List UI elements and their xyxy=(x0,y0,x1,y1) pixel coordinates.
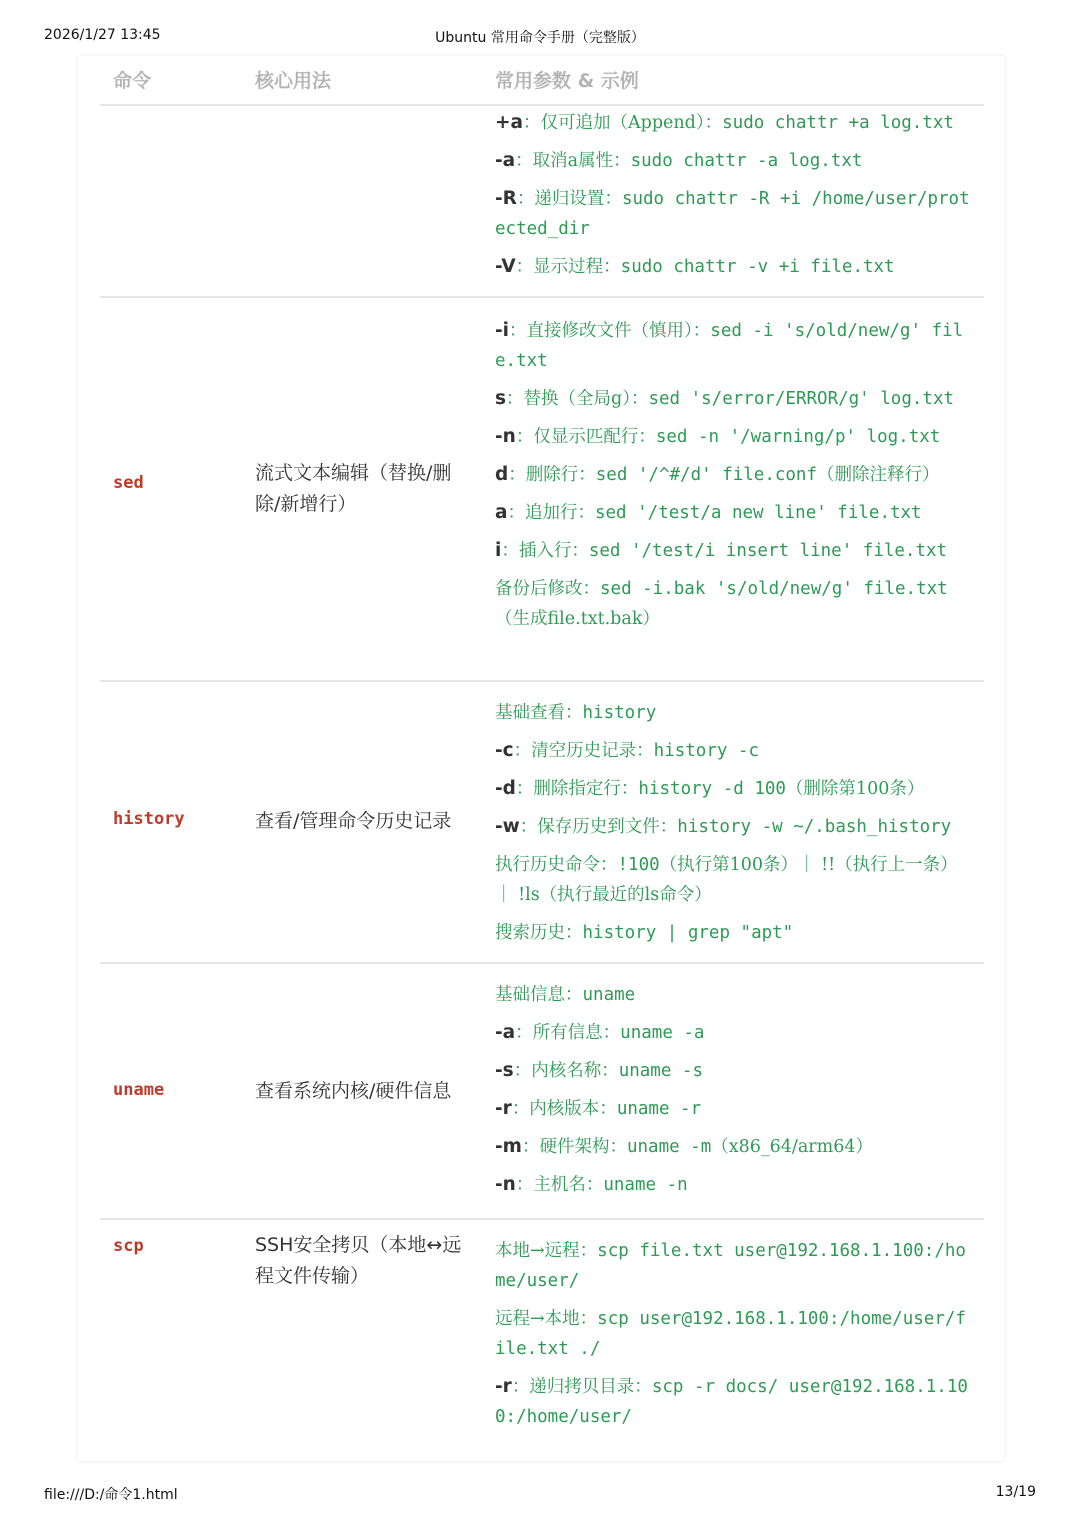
header-usage: 核心用法 xyxy=(255,70,332,92)
command-name: scp xyxy=(113,1236,144,1256)
param-flag: -a xyxy=(495,150,516,171)
code-sample: sed -n '/warning/p' log.txt xyxy=(655,427,941,447)
examples-cell xyxy=(495,316,975,634)
table-row xyxy=(100,1220,984,1450)
code-sample: sed 's/error/ERROR/g' log.txt xyxy=(648,389,955,409)
param-desc: 远程→本地： xyxy=(495,1309,598,1329)
table-row xyxy=(100,682,984,964)
code-sample: uname -a xyxy=(620,1023,705,1043)
param-note: （删除第100条） xyxy=(785,779,925,799)
usage-text: 流式文本编辑（替换/删除/新增行） xyxy=(255,462,452,515)
param-flag: -w xyxy=(495,816,520,837)
param-flag: i xyxy=(495,540,502,561)
example-line xyxy=(495,1304,975,1364)
example-line xyxy=(495,1056,975,1086)
param-flag: -V xyxy=(495,256,516,277)
code-sample: uname xyxy=(582,985,636,1005)
param-desc: ：显示过程： xyxy=(515,257,621,277)
param-desc: 执行历史命令： xyxy=(495,855,618,875)
examples-cell xyxy=(495,1236,975,1432)
param-desc: ：硬件架构： xyxy=(521,1137,627,1157)
param-desc: ：内核名称： xyxy=(513,1061,619,1081)
param-flag: -R xyxy=(495,188,517,209)
param-desc: ：主机名： xyxy=(515,1175,604,1195)
param-note: （x86_64/arm64） xyxy=(711,1137,873,1157)
code-sample: sed '/test/i insert line' file.txt xyxy=(588,541,948,561)
param-note: （执行第100条）｜ !!（执行上一条）｜ !ls（执行最近的ls命令） xyxy=(495,855,958,905)
example-line xyxy=(495,1132,975,1162)
example-line xyxy=(495,460,975,490)
param-flag: a xyxy=(495,502,508,523)
param-flag: -c xyxy=(495,740,514,761)
usage-text: 查看/管理命令历史记录 xyxy=(255,810,452,832)
param-desc: 本地→远程： xyxy=(495,1241,598,1261)
param-flag: -r xyxy=(495,1376,512,1397)
example-line xyxy=(495,1170,975,1200)
code-sample: sudo chattr -a log.txt xyxy=(630,151,863,171)
code-sample: history -w ~/.bash_history xyxy=(677,817,952,837)
param-desc: ：插入行： xyxy=(501,541,589,561)
example-line xyxy=(495,980,975,1010)
code-sample: history | grep "apt" xyxy=(582,923,794,943)
header-examples: 常用参数 & 示例 xyxy=(495,70,639,92)
example-line xyxy=(495,698,975,728)
code-sample: sed '/^#/d' file.conf xyxy=(595,465,818,485)
param-flag: -n xyxy=(495,426,516,447)
param-flag: -i xyxy=(495,320,510,341)
code-sample: uname -n xyxy=(603,1175,688,1195)
param-flag: -s xyxy=(495,1060,514,1081)
code-sample: history xyxy=(582,703,657,723)
examples-cell xyxy=(495,980,975,1200)
param-desc: 备份后修改： xyxy=(495,579,600,599)
table-row xyxy=(100,106,984,298)
code-sample: !100 xyxy=(617,855,660,875)
code-sample: sed '/test/a new line' file.txt xyxy=(594,503,922,523)
usage-text: 查看系统内核/硬件信息 xyxy=(255,1080,452,1102)
param-desc: ：直接修改文件（慎用）： xyxy=(509,321,711,341)
code-sample: scp user@192.168.1.100:/home/user/file.txt ./ xyxy=(495,1309,966,1359)
code-sample: history -c xyxy=(653,741,760,761)
param-flag: -d xyxy=(495,778,516,799)
command-name: history xyxy=(113,809,185,829)
param-desc: ：删除指定行： xyxy=(515,779,639,799)
table-header xyxy=(100,56,984,106)
code-sample: sudo chattr -v +i file.txt xyxy=(620,257,895,277)
example-line xyxy=(495,1018,975,1048)
param-desc: 基础查看： xyxy=(495,703,583,723)
param-flag: -n xyxy=(495,1174,516,1195)
param-note: （生成file.txt.bak） xyxy=(495,609,660,629)
examples-cell xyxy=(495,108,975,282)
example-line xyxy=(495,574,975,634)
param-desc: ：追加行： xyxy=(507,503,595,523)
example-line xyxy=(495,108,975,138)
example-line xyxy=(495,498,975,528)
param-desc: ：所有信息： xyxy=(515,1023,621,1043)
param-desc: ：仅可追加（Append）： xyxy=(523,113,723,133)
command-name: sed xyxy=(113,473,144,493)
examples-cell xyxy=(495,698,975,948)
header-command: 命令 xyxy=(113,70,152,92)
param-desc: ：内核版本： xyxy=(511,1099,617,1119)
param-flag: -r xyxy=(495,1098,512,1119)
example-line xyxy=(495,1372,975,1432)
example-line xyxy=(495,252,975,282)
example-line xyxy=(495,850,975,910)
param-note: （删除注释行） xyxy=(817,465,940,485)
command-table xyxy=(100,56,984,1450)
example-line xyxy=(495,316,975,376)
example-line xyxy=(495,918,975,948)
page-number: 13/19 xyxy=(995,1484,1036,1500)
param-desc: ：清空历史记录： xyxy=(513,741,654,761)
document-sheet xyxy=(78,56,1004,1461)
code-sample: sed -i.bak 's/old/new/g' file.txt xyxy=(600,579,948,599)
param-desc: ：保存历史到文件： xyxy=(519,817,678,837)
usage-text: SSH安全拷贝（本地↔远程文件传输） xyxy=(255,1234,462,1287)
param-desc: 搜索历史： xyxy=(495,923,583,943)
example-line xyxy=(495,536,975,566)
print-file-url: file:///D:/命令1.html xyxy=(44,1487,178,1503)
code-sample: sudo chattr +a log.txt xyxy=(722,113,954,133)
param-flag: -m xyxy=(495,1136,522,1157)
code-sample: history -d 100 xyxy=(638,779,786,799)
example-line xyxy=(495,1236,975,1296)
command-name: uname xyxy=(113,1080,165,1100)
param-desc: ：删除行： xyxy=(508,465,596,485)
table-row xyxy=(100,964,984,1220)
param-flag: -a xyxy=(495,1022,516,1043)
code-sample: uname -m xyxy=(626,1137,712,1157)
code-sample: uname -r xyxy=(616,1099,702,1119)
param-flag: +a xyxy=(495,112,523,133)
param-flag: s xyxy=(495,388,507,409)
table-row xyxy=(100,298,984,682)
code-sample: scp file.txt user@192.168.1.100:/home/user/ xyxy=(495,1241,966,1291)
example-line xyxy=(495,736,975,766)
param-desc: ：递归拷贝目录： xyxy=(511,1377,652,1397)
example-line xyxy=(495,184,975,244)
example-line xyxy=(495,1094,975,1124)
example-line xyxy=(495,422,975,452)
example-line xyxy=(495,812,975,842)
param-desc: ：取消a属性： xyxy=(515,151,631,171)
code-sample: scp -r docs/ user@192.168.1.100:/home/user/ xyxy=(495,1377,968,1427)
example-line xyxy=(495,774,975,804)
example-line xyxy=(495,146,975,176)
param-flag: d xyxy=(495,464,509,485)
example-line xyxy=(495,384,975,414)
code-sample: uname -s xyxy=(618,1061,703,1081)
param-desc: ：递归设置： xyxy=(516,189,622,209)
code-sample: sed -i 's/old/new/g' file.txt xyxy=(495,321,964,371)
param-desc: 基础信息： xyxy=(495,985,583,1005)
param-desc: ：仅显示匹配行： xyxy=(515,427,656,447)
code-sample: sudo chattr -R +i /home/user/protected_dir xyxy=(495,189,970,239)
param-desc: ：替换（全局g）： xyxy=(506,389,649,409)
print-datetime: 2026/1/27 13:45 xyxy=(44,27,161,43)
print-doc-title: Ubuntu 常用命令手册（完整版） xyxy=(435,30,645,46)
